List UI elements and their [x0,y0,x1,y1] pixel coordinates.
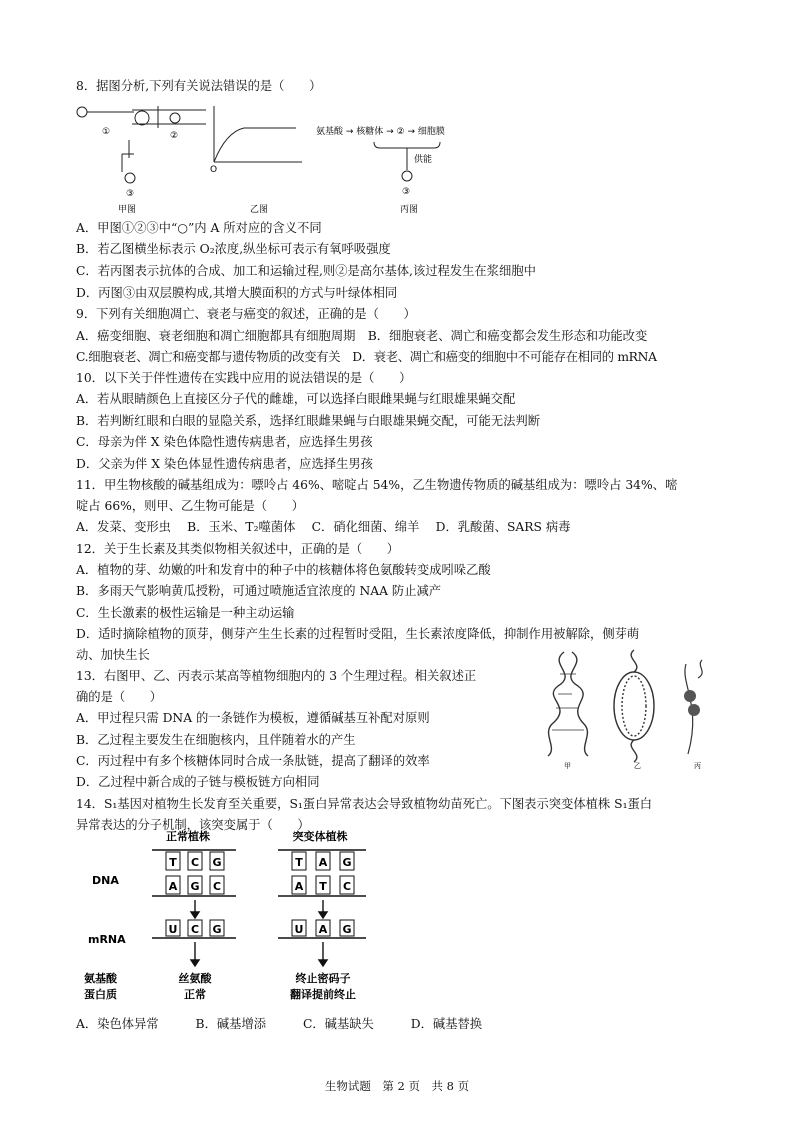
q11-stem-2: 啶占 66%，则甲、乙生物可能是（ ） [76,499,304,513]
bing-flow: 氨基酸 → 核糖体 → ② → 细胞膜 [316,127,445,137]
normal-bottom-2: G [190,880,200,893]
normal-mrna-1: U [168,923,178,936]
q8-option-a: A．甲图①②③中“○”内 A 所对应的含义不同 [76,221,322,235]
q14-stem-2: 异常表达的分子机制，该突变属于（ ） [76,818,310,832]
q13-option-d: D．乙过程中新合成的子链与模板链方向相同 [76,775,320,789]
fig-num-1: ① [102,127,111,137]
dna-label: DNA [92,874,119,887]
q14-stem-1: 14．S₁基因对植物生长发育至关重要，S₁蛋白异常表达会导致植物幼苗死亡。下图表示突变体植株 S₁蛋白 [76,797,653,811]
row3-label-2: 蛋白质 [84,988,117,1001]
q14-options: A．染色体异常 B．碱基增添 C．碱基缺失 D．碱基替换 [76,1017,483,1031]
fig13-label-jia: 甲 [564,762,571,770]
q11-options: A．发菜、变形虫 B．玉米、T₂噬菌体 C．硝化细菌、绵羊 D．乳酸菌、SARS 病毒 [76,520,571,534]
mutant-top-1: T [295,856,303,869]
mutant-result-2: 翻译提前终止 [290,988,356,1001]
q10-option-a: A．若从眼睛颜色上直接区分子代的雌雄，可以选择白眼雌果蝇与红眼雄果蝇交配 [76,392,516,406]
q8-stem: 8．据图分析,下列有关说法错误的是（ ） [76,79,322,93]
normal-bottom-1: A [168,880,178,893]
caption-yi: 乙图 [250,205,269,215]
mutant-mrna-2: A [318,923,328,936]
normal-mrna-2: C [190,923,200,936]
mutant-mrna-1: U [294,923,304,936]
mrna-label: mRNA [88,933,126,946]
q12-option-d-2: 动、加快生长 [76,648,150,662]
mutant-top-2: A [318,856,328,869]
q12-stem: 12．关于生长素及其类似物相关叙述中，正确的是（ ） [76,542,400,556]
ribosome-1 [684,690,696,702]
fig-num-3: ③ [126,189,135,199]
q13-stem-2: 确的是（ ） [76,690,163,704]
q8-figure [74,98,514,216]
normal-bottom-3: C [212,880,222,893]
mutant-title: 突变体植株 [292,830,348,843]
ribosome-2 [688,704,700,716]
page-footer: 生物试题 第 2 页 共 8 页 [324,1079,470,1093]
q10-option-d: D．父亲为伴 X 染色体显性遗传病患者，应选择生男孩 [76,457,373,471]
bing-num-3: ③ [402,187,411,197]
origin-label: O [210,165,218,175]
caption-jia: 甲图 [118,205,137,215]
mutant-mrna-3: G [342,923,352,936]
q13-option-a: A．甲过程只需 DNA 的一条链作为模板，遵循碱基互补配对原则 [76,711,430,725]
mutant-bottom-2: T [319,880,327,893]
q8-option-d: D．丙图③由双层膜构成,其增大膜面积的方式与叶绿体相同 [76,286,398,300]
mutant-bottom-1: A [294,880,304,893]
normal-top-1: T [169,856,177,869]
figure-jia [77,106,206,183]
fig-num-2: ② [170,131,179,141]
q9-options-ab: A．癌变细胞、衰老细胞和凋亡细胞都具有细胞周期 B．细胞衰老、凋亡和癌变都会发生形态和功能改变 [76,329,648,343]
mutant-bottom-3: C [342,880,352,893]
q10-stem: 10．以下关于伴性遗传在实践中应用的说法错误的是（ ） [76,371,412,385]
q10-option-b: B．若判断红眼和白眼的显隐关系，选择红眼雌果蝇与白眼雄果蝇交配，可能无法判断 [76,414,541,428]
fig13-label-yi: 乙 [634,762,641,770]
q9-options-cd: C.细胞衰老、凋亡和癌变都与遗传物质的改变有关 D．衰老、凋亡和癌变的细胞中不可能存在相同的 mRNA [76,350,657,364]
row3-label-1: 氨基酸 [84,972,117,985]
normal-result-1: 丝氨酸 [178,972,212,985]
normal-result-2: 正常 [184,988,206,1001]
normal-mrna-3: G [212,923,222,936]
fig13-label-bing: 丙 [694,762,701,770]
q13-figure [538,644,722,770]
mutant-result-1: 终止密码子 [295,972,351,985]
caption-bing: 丙图 [400,205,419,215]
q14-figure [80,826,400,1012]
q11-stem-1: 11．甲生物核酸的碱基组成为：嘌呤占 46%、嘧啶占 54%，乙生物遗传物质的碱基组成为：嘌呤占 34%、嘧 [76,478,678,492]
q10-option-c: C．母亲为伴 X 染色体隐性遗传病患者，应选择生男孩 [76,435,373,449]
normal-top-3: G [212,856,222,869]
q12-option-c: C．生长激素的极性运输是一种主动运输 [76,606,295,620]
q9-stem: 9．下列有关细胞凋亡、衰老与癌变的叙述，正确的是（ ） [76,307,416,321]
figure-jia-dna-replication [548,652,588,756]
q8-option-c: C．若丙图表示抗体的合成、加工和运输过程,则②是高尔基体,该过程发生在浆细胞中 [76,264,536,278]
q13-stem-1: 13．右图甲、乙、丙表示某高等植物细胞内的 3 个生理过程。相关叙述正 [76,669,477,683]
mutant-top-3: G [342,856,352,869]
bing-energy: 供能 [414,155,433,165]
figure-yi-loop [614,650,654,762]
q13-option-c: C．丙过程中有多个核糖体同时合成一条肽链，提高了翻译的效率 [76,754,430,768]
q8-option-b: B．若乙图横坐标表示 O₂浓度,纵坐标可表示有氧呼吸强度 [76,242,391,256]
normal-title: 正常植株 [166,830,210,843]
q12-option-a: A．植物的芽、幼嫩的叶和发育中的种子中的核糖体将色氨酸转变成吲哚乙酸 [76,563,491,577]
figure-yi [214,106,302,162]
q12-option-d-1: D．适时摘除植物的顶芽，侧芽产生生长素的过程暂时受阻，生长素浓度降低，抑制作用被解除，侧芽萌 [76,627,640,641]
normal-top-2: C [190,856,200,869]
q13-option-b: B．乙过程主要发生在细胞核内，且伴随着水的产生 [76,733,356,747]
q12-option-b: B．多雨天气影响黄瓜授粉，可通过喷施适宜浓度的 NAA 防止减产 [76,584,442,598]
